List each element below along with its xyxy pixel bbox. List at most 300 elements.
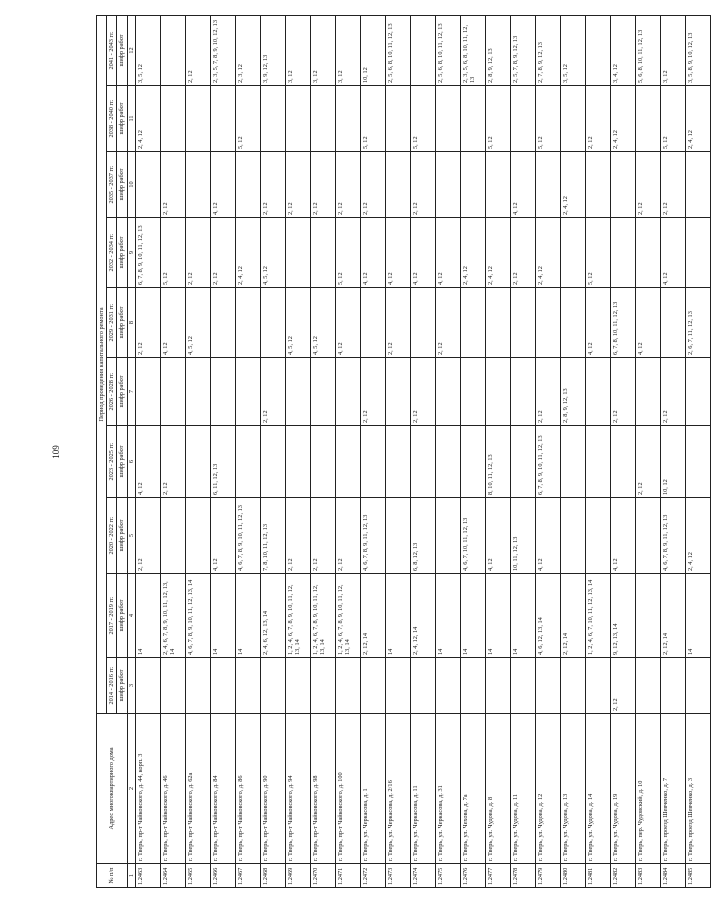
work-code-cell: 4, 5, 12 [260, 218, 285, 288]
work-code-cell: 5, 12 [660, 86, 685, 152]
period-header: 2023 - 2025 гг. [107, 426, 117, 498]
work-code-cell [185, 86, 210, 152]
work-code-cell [585, 15, 610, 85]
work-code-header: шифр работ [117, 86, 127, 152]
work-code-cell: 4, 12 [335, 288, 360, 358]
work-code-cell [210, 658, 235, 714]
work-code-cell [285, 658, 310, 714]
work-code-cell: 2, 12 [635, 152, 660, 218]
work-code-cell [460, 658, 485, 714]
row-number: 1.2468 [260, 864, 285, 888]
row-number: 1.2481 [585, 864, 610, 888]
work-code-cell: 2, 12 [585, 86, 610, 152]
table-row [535, 15, 560, 887]
work-code-cell: 2, 12 [160, 426, 185, 498]
table-row [585, 15, 610, 887]
work-code-cell: 2, 12 [510, 218, 535, 288]
work-code-cell: 4, 12 [660, 218, 685, 288]
row-number: 1.2467 [235, 864, 260, 888]
work-code-cell [235, 658, 260, 714]
work-code-cell [335, 658, 360, 714]
work-code-cell [135, 658, 160, 714]
work-code-cell: 2, 8, 9, 12, 13 [485, 15, 510, 85]
work-code-cell: 2, 12 [310, 498, 335, 574]
work-code-cell: 4, 12 [635, 288, 660, 358]
column-index: 4 [127, 574, 135, 658]
work-code-cell: 5, 6, 8, 10, 11, 12, 13 [635, 15, 660, 85]
work-code-header: шифр работ [117, 152, 127, 218]
work-code-cell [210, 86, 235, 152]
column-index: 1 [127, 864, 135, 888]
work-code-cell [135, 152, 160, 218]
row-address: г. Тверь, пр-т Чайковского, д. 46 [160, 714, 185, 864]
work-code-cell [510, 358, 535, 426]
work-code-cell: 10, 11, 12, 13 [510, 498, 535, 574]
table-row [410, 15, 435, 887]
work-code-cell: 4, 6, 7, 8, 9, 10, 11, 12, 13 [235, 498, 260, 574]
work-code-cell [260, 426, 285, 498]
column-index: 9 [127, 218, 135, 288]
work-code-cell [410, 15, 435, 85]
work-code-cell [635, 574, 660, 658]
work-code-cell: 4, 6, 7, 8, 9, 11, 12, 13 [660, 498, 685, 574]
work-code-cell [685, 658, 710, 714]
work-code-cell [510, 426, 535, 498]
work-code-cell [160, 86, 185, 152]
work-code-cell: 4, 12 [210, 498, 235, 574]
work-code-cell: 1, 2, 4, 6, 7, 8, 9, 10, 11, 12, 13, 14 [335, 574, 360, 658]
work-code-cell: 5, 12 [160, 218, 185, 288]
work-code-cell [185, 658, 210, 714]
work-code-cell [310, 86, 335, 152]
period-header: 2032 - 2034 гг. [107, 218, 117, 288]
work-code-header: шифр работ [117, 218, 127, 288]
column-index: 6 [127, 426, 135, 498]
work-code-cell [135, 358, 160, 426]
work-code-cell: 2, 6, 7, 11, 12, 13 [685, 288, 710, 358]
work-code-cell [235, 358, 260, 426]
work-code-cell [460, 358, 485, 426]
work-code-cell: 5, 12 [410, 86, 435, 152]
work-code-cell [310, 658, 335, 714]
work-code-header: шифр работ [117, 574, 127, 658]
work-code-header: шифр работ [117, 426, 127, 498]
row-address: г. Тверь, пр-т Чайковского, д. 62а [185, 714, 210, 864]
work-code-cell: 2, 12 [385, 288, 410, 358]
work-code-cell: 2, 12 [135, 288, 160, 358]
row-address: г. Тверь, ул. Черкасова, д. 2/16 [385, 714, 410, 864]
work-code-cell: 4, 12 [410, 218, 435, 288]
work-code-cell: 6, 8, 12, 13 [410, 498, 435, 574]
work-code-cell [160, 15, 185, 85]
work-code-cell [485, 358, 510, 426]
work-code-cell [560, 426, 585, 498]
work-code-cell [685, 218, 710, 288]
work-code-cell [435, 658, 460, 714]
work-code-cell: 8, 10, 11, 12, 13 [485, 426, 510, 498]
row-address: г. Тверь, ул. Чудова, д. 8 [485, 714, 510, 864]
work-code-cell [610, 218, 635, 288]
work-code-header: шифр работ [117, 498, 127, 574]
work-code-cell [385, 426, 410, 498]
work-code-cell [435, 152, 460, 218]
work-code-cell: 5, 12 [335, 218, 360, 288]
work-code-cell [260, 86, 285, 152]
work-code-header: шифр работ [117, 15, 127, 85]
row-address: г. Тверь, ул. Чудова, д. 14 [585, 714, 610, 864]
period-header: 2017 - 2019 гг. [107, 574, 117, 658]
table-row [160, 15, 185, 887]
work-code-cell [435, 498, 460, 574]
work-code-cell: 2, 4, 12 [235, 218, 260, 288]
work-code-cell: 10, 12 [360, 15, 385, 85]
work-code-cell: 2, 5, 7, 8, 9, 12, 13 [510, 15, 535, 85]
work-code-cell: 2, 12 [260, 152, 285, 218]
work-code-cell: 2, 12 [160, 152, 185, 218]
work-code-cell [460, 288, 485, 358]
period-header: 2035 - 2037 гг. [107, 152, 117, 218]
table-row [210, 15, 235, 887]
work-code-cell: 3, 5, 12 [135, 15, 160, 85]
row-number: 1.2472 [360, 864, 385, 888]
row-number: 1.2469 [285, 864, 310, 888]
row-address: г. Тверь, пер. Чудовский, д. 10 [635, 714, 660, 864]
work-code-cell: 2, 4, 12 [535, 218, 560, 288]
row-address: г. Тверь, пр-т Чайковского, д. 84 [210, 714, 235, 864]
work-code-cell [285, 218, 310, 288]
work-code-cell: 2, 3, 5, 7, 8, 9, 10, 12, 13 [210, 15, 235, 85]
table-row [435, 15, 460, 887]
work-code-cell: 2, 12 [360, 152, 385, 218]
row-number: 1.2483 [635, 864, 660, 888]
work-code-cell: 6, 7, 8, 9, 10, 11, 12, 13 [135, 218, 160, 288]
row-address: г. Тверь, ул. Черкасова, д. 11 [410, 714, 435, 864]
work-code-cell [260, 288, 285, 358]
table-row [485, 15, 510, 887]
work-code-cell: 4, 5, 12 [310, 288, 335, 358]
work-code-cell: 14 [210, 574, 235, 658]
work-code-cell: 2, 3, 12 [235, 15, 260, 85]
row-address: г. Тверь, пр-т Чайковского, д. 98 [310, 714, 335, 864]
work-code-cell [160, 498, 185, 574]
work-code-cell [560, 658, 585, 714]
table-row [560, 15, 585, 887]
work-code-cell: 2, 4, 12 [485, 218, 510, 288]
work-code-cell: 2, 8, 9, 12, 13 [560, 358, 585, 426]
work-code-cell: 4, 12 [610, 498, 635, 574]
work-code-cell: 4, 12 [485, 498, 510, 574]
work-code-cell [585, 426, 610, 498]
work-code-cell: 2, 12 [335, 152, 360, 218]
work-code-cell: 2, 4, 12 [560, 152, 585, 218]
work-code-cell: 3, 12 [285, 15, 310, 85]
work-code-cell [510, 86, 535, 152]
work-code-cell: 14 [460, 574, 485, 658]
work-code-cell: 4, 12 [385, 218, 410, 288]
work-code-cell [185, 498, 210, 574]
work-code-cell [285, 426, 310, 498]
column-index: 12 [127, 15, 135, 85]
work-code-cell: 2, 12, 14 [560, 574, 585, 658]
work-code-cell: 3, 5, 8, 9, 10, 12, 13 [685, 15, 710, 85]
work-code-cell [585, 498, 610, 574]
work-code-cell: 2, 5, 6, 8, 10, 11, 12, 13 [385, 15, 410, 85]
work-code-cell: 2, 12 [635, 426, 660, 498]
table-row [385, 15, 410, 887]
work-code-cell [385, 86, 410, 152]
work-code-cell: 2, 12 [135, 498, 160, 574]
work-code-cell: 6, 7, 8, 10, 11, 12, 13 [610, 288, 635, 358]
work-code-cell [210, 358, 235, 426]
work-code-cell [360, 658, 385, 714]
work-code-cell: 14 [235, 574, 260, 658]
row-number: 1.2464 [160, 864, 185, 888]
row-number: 1.2485 [685, 864, 710, 888]
work-code-cell: 1, 2, 4, 6, 7, 8, 9, 10, 11, 12, 13, 14 [310, 574, 335, 658]
work-code-cell [385, 498, 410, 574]
work-code-cell: 4, 5, 12 [285, 288, 310, 358]
row-number: 1.2484 [660, 864, 685, 888]
row-address: г. Тверь, ул. Чудова, д. 11 [510, 714, 535, 864]
row-address: г. Тверь, проезд Шевченко, д. 3 [685, 714, 710, 864]
work-code-cell [435, 426, 460, 498]
work-code-cell [535, 658, 560, 714]
period-header: 2038 - 2040 гг. [107, 86, 117, 152]
work-code-cell [635, 498, 660, 574]
work-code-cell: 5, 12 [535, 86, 560, 152]
work-code-cell: 2, 12 [210, 218, 235, 288]
work-code-cell [535, 152, 560, 218]
work-code-cell [285, 358, 310, 426]
row-address: г. Тверь, ул. Чудова, д. 13 [560, 714, 585, 864]
work-code-cell: 2, 12 [310, 152, 335, 218]
work-code-cell: 5, 12 [485, 86, 510, 152]
work-code-cell [235, 426, 260, 498]
work-code-cell [435, 86, 460, 152]
row-number: 1.2473 [385, 864, 410, 888]
work-code-cell: 4, 6, 12, 13, 14 [535, 574, 560, 658]
work-code-cell [185, 358, 210, 426]
work-code-cell [285, 86, 310, 152]
work-code-cell [685, 426, 710, 498]
table-row [460, 15, 485, 887]
row-number: 1.2465 [185, 864, 210, 888]
work-code-cell: 2, 3, 5, 6, 8, 10, 11, 12, 13 [460, 15, 485, 85]
work-code-cell [185, 152, 210, 218]
row-number: 1.2466 [210, 864, 235, 888]
work-code-cell: 4, 12 [435, 218, 460, 288]
table-row [135, 15, 160, 887]
row-number: 1.2471 [335, 864, 360, 888]
row-address: г. Тверь, ул. Чехова, д. 7а [460, 714, 485, 864]
table-row [285, 15, 310, 887]
work-code-cell [585, 152, 610, 218]
row-number: 1.2482 [610, 864, 635, 888]
work-code-cell: 3, 12 [310, 15, 335, 85]
work-code-cell: 2, 4, 12, 14 [410, 574, 435, 658]
work-code-cell: 4, 12 [360, 218, 385, 288]
work-code-cell: 3, 12 [660, 15, 685, 85]
work-code-cell: 2, 4, 12 [685, 498, 710, 574]
work-code-cell [410, 288, 435, 358]
work-code-cell: 2, 12, 14 [360, 574, 385, 658]
work-code-cell: 2, 4, 6, 12, 13, 14 [260, 574, 285, 658]
period-header: 2014 - 2016 гг. [107, 658, 117, 714]
work-code-cell: 2, 12 [185, 15, 210, 85]
work-code-cell [410, 426, 435, 498]
work-code-cell: 10, 12 [660, 426, 685, 498]
table-body [135, 15, 710, 887]
row-number: 1.2470 [310, 864, 335, 888]
work-code-cell: 5, 12 [360, 86, 385, 152]
row-address: г. Тверь, ул. Черкасова, д. 1 [360, 714, 385, 864]
work-code-cell: 2, 4, 12 [610, 86, 635, 152]
row-number: 1.2479 [535, 864, 560, 888]
work-code-cell: 4, 5, 12 [185, 288, 210, 358]
work-code-header: шифр работ [117, 288, 127, 358]
work-code-cell: 14 [510, 574, 535, 658]
work-code-cell: 5, 12 [585, 218, 610, 288]
work-code-cell: 2, 12 [285, 498, 310, 574]
work-code-cell [610, 152, 635, 218]
period-header: 2029 - 2031 гг. [107, 288, 117, 358]
work-code-cell [435, 358, 460, 426]
table-row [335, 15, 360, 887]
column-index: 7 [127, 358, 135, 426]
period-header: 2020 - 2022 гг. [107, 498, 117, 574]
period-header: 2026 - 2028 гг. [107, 358, 117, 426]
work-code-cell [635, 218, 660, 288]
work-code-cell: 4, 6, 7, 8, 9, 11, 12, 13 [360, 498, 385, 574]
work-code-cell [610, 426, 635, 498]
work-code-cell: 2, 4, 12 [460, 218, 485, 288]
row-address: г. Тверь, проезд Шевченко, д. 7 [660, 714, 685, 864]
row-address: г. Тверь, ул. Чудова, д. 12 [535, 714, 560, 864]
work-code-cell: 2, 12 [285, 152, 310, 218]
work-code-cell [560, 218, 585, 288]
work-code-cell [185, 426, 210, 498]
work-code-cell: 6, 7, 8, 9, 10, 11, 12, 13 [535, 426, 560, 498]
column-index: 11 [127, 86, 135, 152]
work-code-cell: 2, 12 [610, 658, 635, 714]
work-code-cell: 2, 5, 6, 8, 10, 11, 12, 13 [435, 15, 460, 85]
work-code-cell [385, 358, 410, 426]
work-code-cell: 2, 12 [610, 358, 635, 426]
work-code-cell: 4, 12 [535, 498, 560, 574]
row-address: г. Тверь, ул. Чудова, д. 19 [610, 714, 635, 864]
table-row [260, 15, 285, 887]
work-code-cell [385, 658, 410, 714]
work-code-cell: 2, 4, 6, 7, 8, 9, 10, 11, 12, 13, 14 [160, 574, 185, 658]
work-code-cell: 7, 8, 10, 11, 12, 13 [260, 498, 285, 574]
work-code-cell: 2, 12 [410, 152, 435, 218]
work-code-cell [385, 152, 410, 218]
rotated-table-container [96, 16, 694, 888]
header-address: Адрес многоквартирного дома [97, 714, 128, 864]
work-code-cell [485, 658, 510, 714]
work-code-cell [660, 288, 685, 358]
work-code-cell: 2, 12 [435, 288, 460, 358]
work-code-cell: 4, 12 [585, 288, 610, 358]
work-code-cell: 2, 12 [660, 358, 685, 426]
work-code-cell [235, 152, 260, 218]
row-number: 1.2463 [135, 864, 160, 888]
work-code-cell [560, 288, 585, 358]
column-index: 3 [127, 658, 135, 714]
table-row [635, 15, 660, 887]
work-code-cell: 14 [485, 574, 510, 658]
work-code-cell [460, 426, 485, 498]
work-code-cell: 2, 12, 14 [660, 574, 685, 658]
table-row [510, 15, 535, 887]
work-code-cell [310, 218, 335, 288]
work-code-cell [360, 288, 385, 358]
work-code-cell: 6, 11, 12, 13 [210, 426, 235, 498]
work-code-cell [335, 358, 360, 426]
work-code-cell: 14 [385, 574, 410, 658]
row-address: г. Тверь, пр-т Чайковского, д. 90 [260, 714, 285, 864]
work-code-cell [585, 358, 610, 426]
row-address: г. Тверь, пр-т Чайковского, д. 94 [285, 714, 310, 864]
period-header: 2041 - 2043 гг. [107, 15, 117, 85]
work-code-cell: 2, 7, 8, 9, 12, 13 [535, 15, 560, 85]
work-code-cell: 14 [135, 574, 160, 658]
row-number: 1.2478 [510, 864, 535, 888]
table-row [610, 15, 635, 887]
work-code-cell: 2, 12 [185, 218, 210, 288]
column-index: 10 [127, 152, 135, 218]
column-index-row [127, 15, 135, 887]
work-code-cell: 1, 2, 4, 6, 7, 8, 9, 10, 11, 12, 13, 14 [285, 574, 310, 658]
work-code-cell [460, 152, 485, 218]
work-code-cell [535, 288, 560, 358]
repair-schedule-table [96, 15, 711, 888]
work-code-cell: 2, 4, 12 [135, 86, 160, 152]
work-code-cell [310, 358, 335, 426]
work-code-cell: 1, 2, 4, 6, 7, 10, 11, 12, 13, 14 [585, 574, 610, 658]
work-code-cell: 2, 4, 12 [685, 86, 710, 152]
work-code-cell: 3, 12 [335, 15, 360, 85]
column-index: 2 [127, 714, 135, 864]
row-number: 1.2474 [410, 864, 435, 888]
row-address: г. Тверь, пр-т Чайковского, д. 100 [335, 714, 360, 864]
work-code-cell: 9, 12, 13, 14 [610, 574, 635, 658]
work-code-cell: 4, 12 [160, 288, 185, 358]
work-code-cell: 2, 12 [660, 152, 685, 218]
row-number: 1.2476 [460, 864, 485, 888]
table-row [360, 15, 385, 887]
row-number: 1.2477 [485, 864, 510, 888]
work-code-cell [260, 658, 285, 714]
row-number: 1.2475 [435, 864, 460, 888]
work-code-cell: 5, 12 [235, 86, 260, 152]
work-code-cell [210, 288, 235, 358]
work-code-cell [235, 288, 260, 358]
work-code-cell: 4, 6, 7, 10, 11, 12, 13 [460, 498, 485, 574]
work-code-cell [685, 152, 710, 218]
column-index: 8 [127, 288, 135, 358]
work-code-cell [485, 152, 510, 218]
work-code-header: шифр работ [117, 658, 127, 714]
work-code-cell: 14 [435, 574, 460, 658]
work-code-cell: 14 [685, 574, 710, 658]
work-code-cell [160, 358, 185, 426]
row-address: г. Тверь, пр-т Чайковского, д. 44, корп. 3 [135, 714, 160, 864]
work-code-cell [410, 658, 435, 714]
row-number: 1.2480 [560, 864, 585, 888]
work-code-cell [560, 86, 585, 152]
work-code-cell [510, 288, 535, 358]
